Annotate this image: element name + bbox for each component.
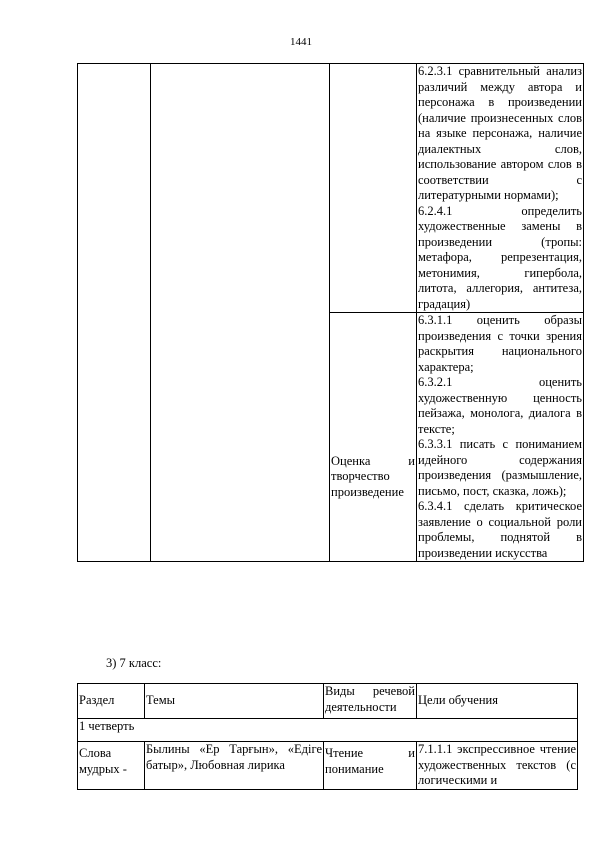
goal-item: 6.3.3.1 писать с пониманием идейного содержания произведения (размышление, письмо, пост, сказка, ложь); — [418, 437, 582, 498]
goals-cell — [417, 313, 584, 562]
goal-item: 6.3.1.1 оценить образы произведения с точки зрения раскрытия национального характера; — [418, 313, 582, 374]
quarter-label: 1 четверть — [78, 719, 578, 742]
header-activity: Виды речевой деятельности — [324, 684, 417, 719]
section-heading: 3) 7 класс: — [106, 656, 162, 670]
goals-cell — [417, 64, 584, 313]
header-section: Раздел — [78, 684, 145, 719]
goal-item: 6.3.2.1 оценить художественную ценность пейзажа, монолога, диалога в тексте; — [418, 375, 582, 436]
table-row — [78, 64, 584, 313]
page-number: 1441 — [290, 36, 312, 48]
activity-cell — [330, 313, 417, 562]
table-row — [78, 719, 578, 742]
section-cell-empty — [78, 64, 151, 562]
header-goals: Цели обучения — [417, 684, 578, 719]
curriculum-table-grade7 — [77, 683, 578, 790]
goal-item: 6.2.4.1 определить художественные замены в произведении (тропы: метафора, репрезентация, метонимия, гипербола, литота, аллегория, антитеза, градация) — [418, 203, 582, 311]
goal-item: 6.2.3.1 сравнительный анализ различий между автора и персонажа в произведении (наличие произнесенных слов на языке персонажа, наличие диалектных слов, использование автором слов в соответствии с литературными нормами); — [418, 64, 582, 202]
table-row — [78, 742, 578, 790]
goal-item: 6.3.4.1 сделать критическое заявление о социальной роли проблемы, поднятой в произведении искусства — [418, 499, 582, 560]
table-header-row — [78, 684, 578, 719]
goals-cell: 7.1.1.1 экспрессивное чтение художественных текстов (с логическими и — [418, 742, 576, 787]
section-cell: Слова мудрых - — [78, 742, 145, 790]
themes-cell: Былины «Ер Тарғын», «Едіге батыр», Любовная лирика — [145, 742, 324, 790]
activity-cell: Чтение и понимание — [324, 742, 417, 790]
activity-label: Оценка и творчество произведение — [331, 453, 415, 499]
activity-cell-empty — [330, 64, 417, 313]
curriculum-table-continued — [77, 63, 584, 562]
header-themes: Темы — [145, 684, 324, 719]
themes-cell-empty — [151, 64, 330, 562]
